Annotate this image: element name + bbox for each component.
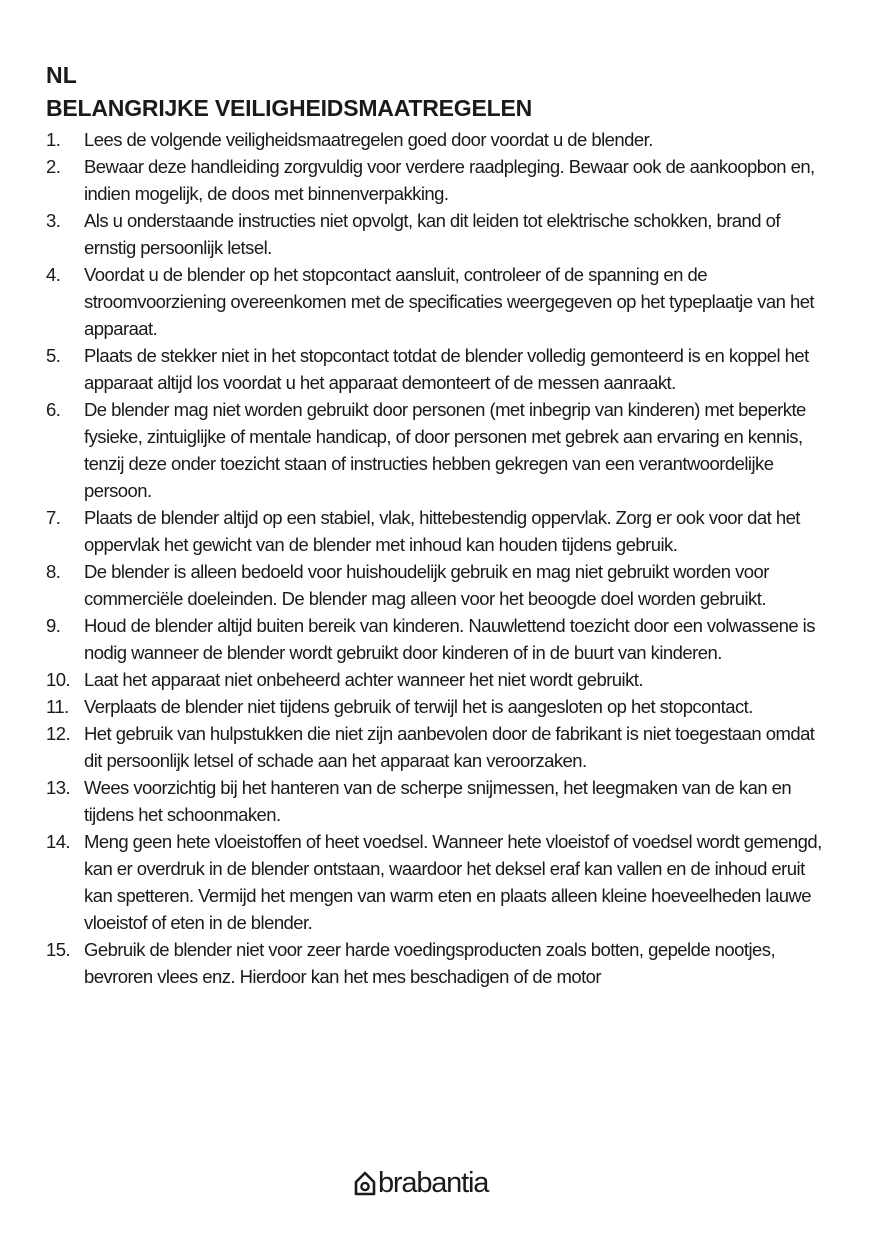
item-text: Bewaar deze handleiding zorgvuldig voor verdere raadpleging. Bewaar ook de aankoopbon en, indien mogelijk, de doos met binnenverpakking. — [84, 156, 815, 204]
list-item — [46, 936, 836, 990]
list-item — [46, 558, 836, 612]
list-item — [46, 612, 836, 666]
item-text: Laat het apparaat niet onbeheerd achter wanneer het niet wordt gebruikt. — [84, 669, 643, 690]
list-item — [46, 828, 836, 936]
page-title: BELANGRIJKE VEILIGHEIDSMAATREGELEN — [46, 95, 533, 121]
item-number: 4. — [46, 264, 61, 285]
language-code: NL — [46, 62, 78, 88]
item-number: 3. — [46, 210, 61, 231]
list-item — [46, 504, 836, 558]
item-number: 9. — [46, 615, 61, 636]
item-number: 1. — [46, 129, 61, 150]
item-text: Wees voorzichtig bij het hanteren van de scherpe snijmessen, het leegmaken van de kan en tijdens het schoonmaken. — [84, 777, 792, 825]
item-text: Gebruik de blender niet voor zeer harde voedingsproducten zoals botten, gepelde nootjes, bevroren vlees enz. Hierdoor kan het mes beschadigen of de motor — [84, 939, 776, 987]
brand-name: brabantia — [378, 1167, 489, 1199]
safety-instructions-list — [46, 126, 836, 990]
item-number: 5. — [46, 345, 61, 366]
list-item — [46, 774, 836, 828]
item-number: 13. — [46, 777, 71, 798]
item-number: 8. — [46, 561, 61, 582]
item-number: 14. — [46, 831, 71, 852]
item-text: Plaats de blender altijd op een stabiel, vlak, hittebestendig oppervlak. Zorg er ook voor dat het oppervlak het gewicht van de blender met inhoud kan houden tijdens gebruik. — [84, 507, 800, 555]
item-text: Plaats de stekker niet in het stopcontact totdat de blender volledig gemonteerd is en koppel het apparaat altijd los voordat u het apparaat demonteert of de messen aanraakt. — [84, 345, 809, 393]
list-item — [46, 720, 836, 774]
list-item — [46, 342, 836, 396]
item-text: Lees de volgende veiligheidsmaatregelen goed door voordat u de blender. — [84, 129, 653, 150]
list-item — [46, 207, 836, 261]
brabantia-house-icon — [354, 1170, 376, 1196]
item-number: 12. — [46, 723, 71, 744]
list-item — [46, 153, 836, 207]
item-number: 10. — [46, 669, 71, 690]
list-item — [46, 261, 836, 342]
item-number: 6. — [46, 399, 61, 420]
item-text: Meng geen hete vloeistoffen of heet voedsel. Wanneer hete vloeistof of voedsel wordt gemengd, kan er overdruk in de blender ontstaan, waardoor het deksel eraf kan vallen en de inhoud eruit kan spetteren. Vermijd het mengen van warm eten en plaats alleen kleine hoeveelheden lauwe vloeistof of eten in de blender. — [84, 831, 822, 933]
item-text: Als u onderstaande instructies niet opvolgt, kan dit leiden tot elektrische schokken, brand of ernstig persoonlijk letsel. — [84, 210, 780, 258]
item-text: Voordat u de blender op het stopcontact aansluit, controleer of de spanning en de stroomvoorziening overeenkomen met de specificaties weergegeven op het typeplaatje van het apparaat. — [84, 264, 815, 339]
item-text: De blender is alleen bedoeld voor huishoudelijk gebruik en mag niet gebruikt worden voor commerciële doeleinden. De blender mag alleen voor het beoogde doel worden gebruikt. — [84, 561, 769, 609]
item-text: Verplaats de blender niet tijdens gebruik of terwijl het is aangesloten op het stopcontact. — [84, 696, 753, 717]
item-number: 15. — [46, 939, 71, 960]
item-number: 7. — [46, 507, 61, 528]
item-text: Houd de blender altijd buiten bereik van kinderen. Nauwlettend toezicht door een volwassene is nodig wanneer de blender wordt gebruikt door kinderen of in de buurt van kinderen. — [84, 615, 815, 663]
item-text: Het gebruik van hulpstukken die niet zijn aanbevolen door de fabrikant is niet toegestaan omdat dit persoonlijk letsel of schade aan het apparaat kan veroorzaken. — [84, 723, 815, 771]
item-number: 2. — [46, 156, 61, 177]
list-item — [46, 126, 836, 153]
list-item — [46, 693, 836, 720]
brand-logo — [354, 1165, 488, 1201]
item-text: De blender mag niet worden gebruikt door personen (met inbegrip van kinderen) met beperkte fysieke, zintuiglijke of mentale handicap, of door personen met gebrek aan ervaring en kennis, tenzij deze onder toezicht staan of instructies hebben gekregen van een verantwoordelijke persoon. — [84, 399, 806, 501]
item-number: 11. — [46, 696, 69, 717]
list-item — [46, 666, 836, 693]
list-item — [46, 396, 836, 504]
